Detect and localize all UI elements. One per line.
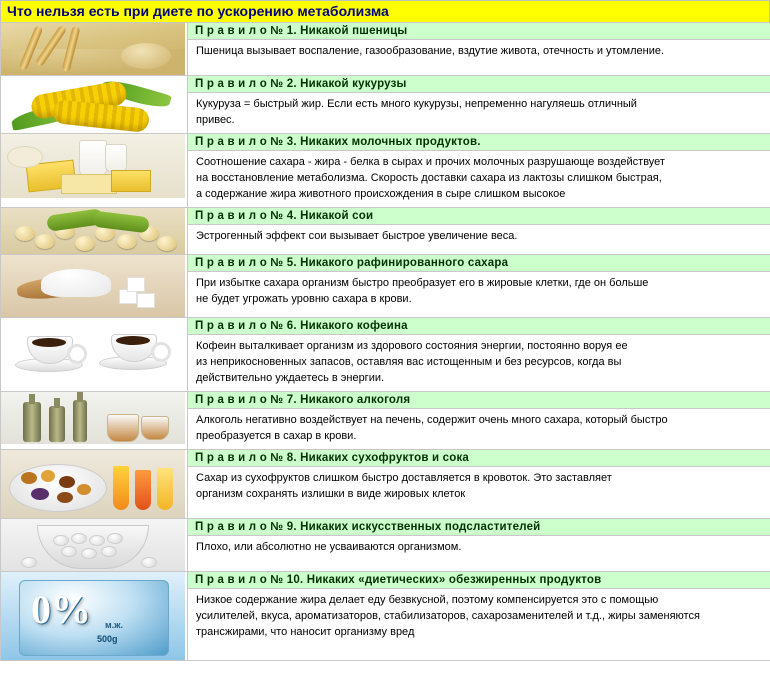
rule-text-cell: [188, 519, 770, 572]
rule-body: [188, 589, 770, 645]
rule-line: организм сохранять излишки в виде жировых клеток: [196, 488, 466, 500]
rule-line: не будет угрожать уровню сахара в крови.: [196, 293, 412, 305]
rule-text-cell: [188, 208, 770, 255]
table-row: [1, 76, 770, 134]
alcohol-bottles-photo: [1, 392, 185, 444]
rule-header: П р а в и л о № 5. Никакого рафинированного сахара: [188, 255, 770, 272]
zero-fat-product-photo: [1, 572, 185, 660]
rule-line: а содержание жира животного происхождения в сыре слишком высокое: [196, 188, 566, 200]
rule-text-cell: [188, 23, 770, 76]
rule-line: Низкое содержание жира делает еду безвкусной, поэтому компенсируется это с помощью: [196, 594, 659, 606]
rule-image-cell: [1, 392, 188, 450]
rule-image-cell: [1, 255, 188, 318]
rule-header: П р а в и л о № 3. Никаких молочных продуктов.: [188, 134, 770, 151]
rule-header: П р а в и л о № 2. Никакой кукурузы: [188, 76, 770, 93]
rule-body: [188, 272, 770, 312]
rule-body: [188, 409, 770, 449]
rule-line: Кофеин выталкивает организм из здорового состояния энергии, постоянно воруя ее: [196, 340, 628, 352]
page-title: Что нельзя есть при диете по ускорению метаболизма: [0, 0, 770, 22]
rule-line: Кукуруза = быстрый жир. Если есть много кукурузы, непременно нагуляешь отличный: [196, 98, 637, 110]
table-row: [1, 318, 770, 392]
rule-body: [188, 536, 770, 560]
table-row: [1, 255, 770, 318]
table-row: [1, 572, 770, 661]
rule-image-cell: [1, 23, 188, 76]
artificial-sweeteners-photo: [1, 519, 185, 571]
table-row: [1, 208, 770, 255]
rule-line: Эстрогенный эффект сои вызывает быстрое увеличение веса.: [196, 230, 518, 242]
rule-text-cell: [188, 450, 770, 519]
rule-line: действительно уждаетесь в энергии.: [196, 372, 385, 384]
rule-text-cell: [188, 76, 770, 134]
rule-line: Пшеница вызывает воспаление, газообразование, вздутие живота, отечность и утомление.: [196, 45, 665, 57]
rule-text-cell: [188, 255, 770, 318]
rule-text-cell: [188, 572, 770, 661]
rule-image-cell: [1, 519, 188, 572]
rule-line: При избытке сахара организм быстро преобразует его в жировые клетки, где он больше: [196, 277, 649, 289]
rule-line: на восстановление метаболизма. Скорость доставки сахара из лактозы слишком быстрая,: [196, 172, 662, 184]
rule-line: усилителей, вкуса, ароматизаторов, стабилизаторов, сахарозаменителей и т.д., жиры заменяются: [196, 610, 700, 622]
table-row: [1, 392, 770, 450]
refined-sugar-photo: [1, 255, 185, 317]
corn-photo: [1, 76, 185, 132]
rule-header: П р а в и л о № 10. Никаких «диетических» обезжиренных продуктов: [188, 572, 770, 589]
rule-line: трансжирами, что наносит организму вред: [196, 626, 415, 638]
table-row: [1, 450, 770, 519]
rule-header: П р а в и л о № 1. Никакой пшеницы: [188, 23, 770, 40]
rule-body: [188, 335, 770, 391]
rule-line: преобразуется в сахар в крови.: [196, 430, 357, 442]
zero-percent-label: 0%: [31, 587, 91, 632]
rule-body: [188, 225, 770, 249]
weight-label: 500g: [97, 634, 118, 644]
rule-body: [188, 93, 770, 133]
rule-body: [188, 40, 770, 64]
milk-fat-label: м.ж.: [105, 620, 124, 630]
rule-text-cell: [188, 318, 770, 392]
rule-line: из неприкосновенных запасов, оставляя вас истощенным и без ресурсов, когда вы: [196, 356, 622, 368]
rule-line: привес.: [196, 114, 235, 126]
rule-line: Алкоголь негативно воздействует на печень, содержит очень много сахара, который быстро: [196, 414, 668, 426]
rule-header: П р а в и л о № 7. Никакого алкоголя: [188, 392, 770, 409]
rule-header: П р а в и л о № 8. Никаких сухофруктов и сока: [188, 450, 770, 467]
dried-fruits-and-juice-photo: [1, 450, 185, 518]
rule-image-cell: [1, 450, 188, 519]
rule-text-cell: [188, 134, 770, 208]
table-row: [1, 134, 770, 208]
table-row: [1, 519, 770, 572]
coffee-cups-photo: [1, 318, 185, 384]
rule-image-cell: [1, 572, 188, 661]
rule-line: Сахар из сухофруктов слишком быстро доставляется в кровоток. Это заставляет: [196, 472, 612, 484]
rule-header: П р а в и л о № 6. Никакого кофеина: [188, 318, 770, 335]
dairy-products-photo: [1, 134, 185, 198]
rule-body: [188, 151, 770, 207]
table-row: [1, 23, 770, 76]
rules-table: [0, 22, 770, 661]
rule-image-cell: [1, 208, 188, 255]
rule-image-cell: [1, 76, 188, 134]
wheat-grains-photo: [1, 23, 185, 75]
rule-line: Соотношение сахара - жира - белка в сырах и прочих молочных разрушающе воздействует: [196, 156, 665, 168]
rule-image-cell: [1, 318, 188, 392]
rule-header: П р а в и л о № 9. Никаких искусственных подсластителей: [188, 519, 770, 536]
rule-image-cell: [1, 134, 188, 208]
rule-header: П р а в и л о № 4. Никакой сои: [188, 208, 770, 225]
soybeans-photo: [1, 208, 185, 254]
rule-line: Плохо, или абсолютно не усваиваются организмом.: [196, 541, 462, 553]
rule-body: [188, 467, 770, 507]
rule-text-cell: [188, 392, 770, 450]
